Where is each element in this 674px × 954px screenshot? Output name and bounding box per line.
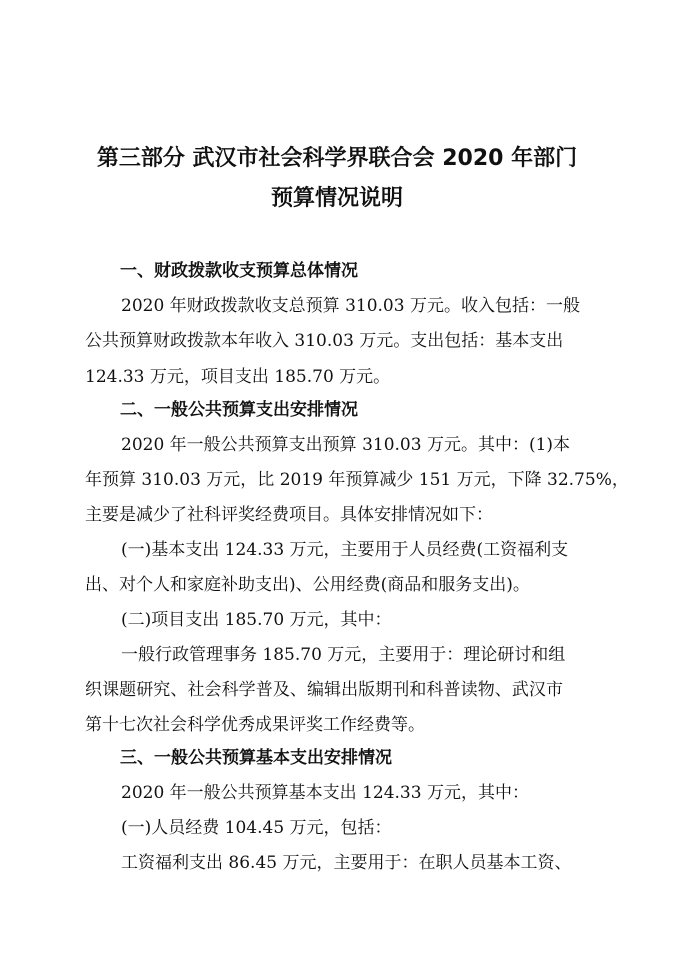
document-title-line-1: 第三部分 武汉市社会科学界联合会 2020 年部门 xyxy=(96,146,578,171)
paragraph-line: 2020 年财政拨款收支总预算 310.03 万元。收入包括：一般 xyxy=(121,296,580,316)
paragraph-line: 主要是减少了社科评奖经费项目。具体安排情况如下： xyxy=(85,505,493,525)
paragraph-line: (一)基本支出 124.33 万元，主要用于人员经费(工资福利支 xyxy=(121,540,569,560)
section-heading-3: 三、一般公共预算基本支出安排情况 xyxy=(120,748,392,768)
paragraph-line: 工资福利支出 86.45 万元，主要用于：在职人员基本工资、 xyxy=(121,853,572,873)
paragraph-line: 2020 年一般公共预算支出预算 310.03 万元。其中：(1)本 xyxy=(121,435,571,455)
paragraph-line: (一)人员经费 104.45 万元，包括： xyxy=(121,818,392,838)
section-heading-2: 二、一般公共预算支出安排情况 xyxy=(120,400,358,420)
paragraph-line: 一般行政管理事务 185.70 万元，主要用于：理论研讨和组 xyxy=(121,645,566,665)
document-title-line-2: 预算情况说明 xyxy=(270,186,403,211)
paragraph-line: (二)项目支出 185.70 万元，其中： xyxy=(121,610,392,630)
paragraph-line: 124.33 万元，项目支出 185.70 万元。 xyxy=(85,367,391,387)
paragraph-line: 年预算 310.03 万元，比 2019 年预算减少 151 万元，下降 32.75%， xyxy=(85,470,629,490)
paragraph-line: 第十七次社会科学优秀成果评奖工作经费等。 xyxy=(85,715,425,735)
paragraph-line: 2020 年一般公共预算基本支出 124.33 万元，其中： xyxy=(121,783,529,803)
section-heading-1: 一、财政拨款收支预算总体情况 xyxy=(120,261,358,281)
paragraph-line: 织课题研究、社会科学普及、编辑出版期刊和科普读物、武汉市 xyxy=(85,680,563,700)
paragraph-line: 出、对个人和家庭补助支出)、公用经费(商品和服务支出)。 xyxy=(85,575,530,595)
paragraph-line: 公共预算财政拨款本年收入 310.03 万元。支出包括：基本支出 xyxy=(85,331,564,351)
